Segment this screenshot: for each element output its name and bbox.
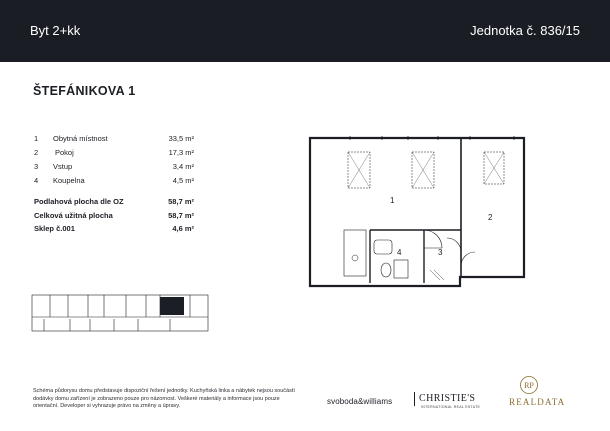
cellar-plan bbox=[30, 293, 210, 333]
room-number: 4 bbox=[34, 176, 39, 185]
skylight-cross bbox=[348, 152, 504, 188]
room-area: 4,5 m² bbox=[172, 176, 194, 185]
total-label: Sklep č.001 bbox=[34, 224, 75, 233]
room-name: Vstup bbox=[53, 162, 73, 171]
plan-label-room-1: 1 bbox=[390, 196, 395, 205]
toilet bbox=[381, 263, 391, 277]
christies-subtitle: INTERNATIONAL REAL ESTATE bbox=[421, 405, 481, 409]
door-swing bbox=[447, 238, 461, 252]
area-totals bbox=[34, 197, 194, 238]
plan-label-room-3: 3 bbox=[438, 248, 443, 257]
floor-plan bbox=[300, 130, 540, 290]
cellar-divisions bbox=[44, 319, 170, 331]
address-title: ŠTEFÁNIKOVA 1 bbox=[33, 84, 136, 98]
total-area: 58,7 m² bbox=[168, 210, 194, 220]
room-row bbox=[34, 134, 194, 148]
room-name: Obytná místnost bbox=[53, 134, 108, 143]
kitchen-counter bbox=[344, 230, 366, 276]
room-row bbox=[34, 176, 194, 190]
room-area: 3,4 m² bbox=[172, 162, 194, 171]
room-row bbox=[34, 148, 194, 162]
room-number: 1 bbox=[34, 134, 39, 143]
total-row bbox=[34, 211, 194, 225]
svoboda-williams-logo: svoboda&williams bbox=[327, 397, 393, 406]
realdata-logo: REALDATA bbox=[509, 397, 566, 407]
disclaimer-text: Schéma půdorysu domu představuje dispoziční řešení jednotky. Kuchyňská linka a nábytek nejsou součástí dodávky domu zařízení je zobrazeno pouze pro názornost. Veškeré materiály a informace jsou pouze orientační. Developer si vyhrazuje právo na změny a úpravy. bbox=[33, 388, 295, 409]
total-label: Celková užitná plocha bbox=[34, 210, 113, 220]
total-area: 58,7 m² bbox=[168, 197, 194, 206]
realdata-emblem-icon bbox=[519, 375, 539, 395]
sink bbox=[352, 255, 358, 261]
logo-divider bbox=[414, 392, 415, 406]
room-area: 17,3 m² bbox=[168, 148, 194, 157]
total-row bbox=[34, 224, 194, 238]
total-label: Podlahová plocha dle OZ bbox=[34, 197, 124, 206]
room-number: 3 bbox=[34, 162, 39, 171]
total-row bbox=[34, 197, 194, 211]
door-swing bbox=[424, 230, 442, 248]
room-name: Pokoj bbox=[55, 148, 74, 157]
washbasin bbox=[374, 240, 392, 254]
room-number: 2 bbox=[34, 148, 39, 157]
total-area: 4,6 m² bbox=[172, 224, 194, 233]
unit-type: Byt 2+kk bbox=[30, 23, 81, 38]
shower bbox=[394, 260, 408, 278]
entry-hatch bbox=[430, 270, 444, 280]
plan-label-room-4: 4 bbox=[397, 248, 402, 257]
svg-text:RP: RP bbox=[524, 381, 534, 390]
header-bar bbox=[0, 0, 610, 62]
cellar-highlight bbox=[160, 297, 184, 315]
room-area: 33,5 m² bbox=[168, 134, 194, 143]
room-row bbox=[34, 162, 194, 176]
unit-id: Jednotka č. 836/15 bbox=[470, 23, 580, 38]
room-list bbox=[34, 134, 194, 190]
plan-label-room-2: 2 bbox=[488, 213, 493, 222]
christies-logo: CHRISTIE'S bbox=[419, 393, 476, 404]
door-swing bbox=[461, 252, 475, 266]
room-name: Koupelna bbox=[53, 176, 85, 185]
